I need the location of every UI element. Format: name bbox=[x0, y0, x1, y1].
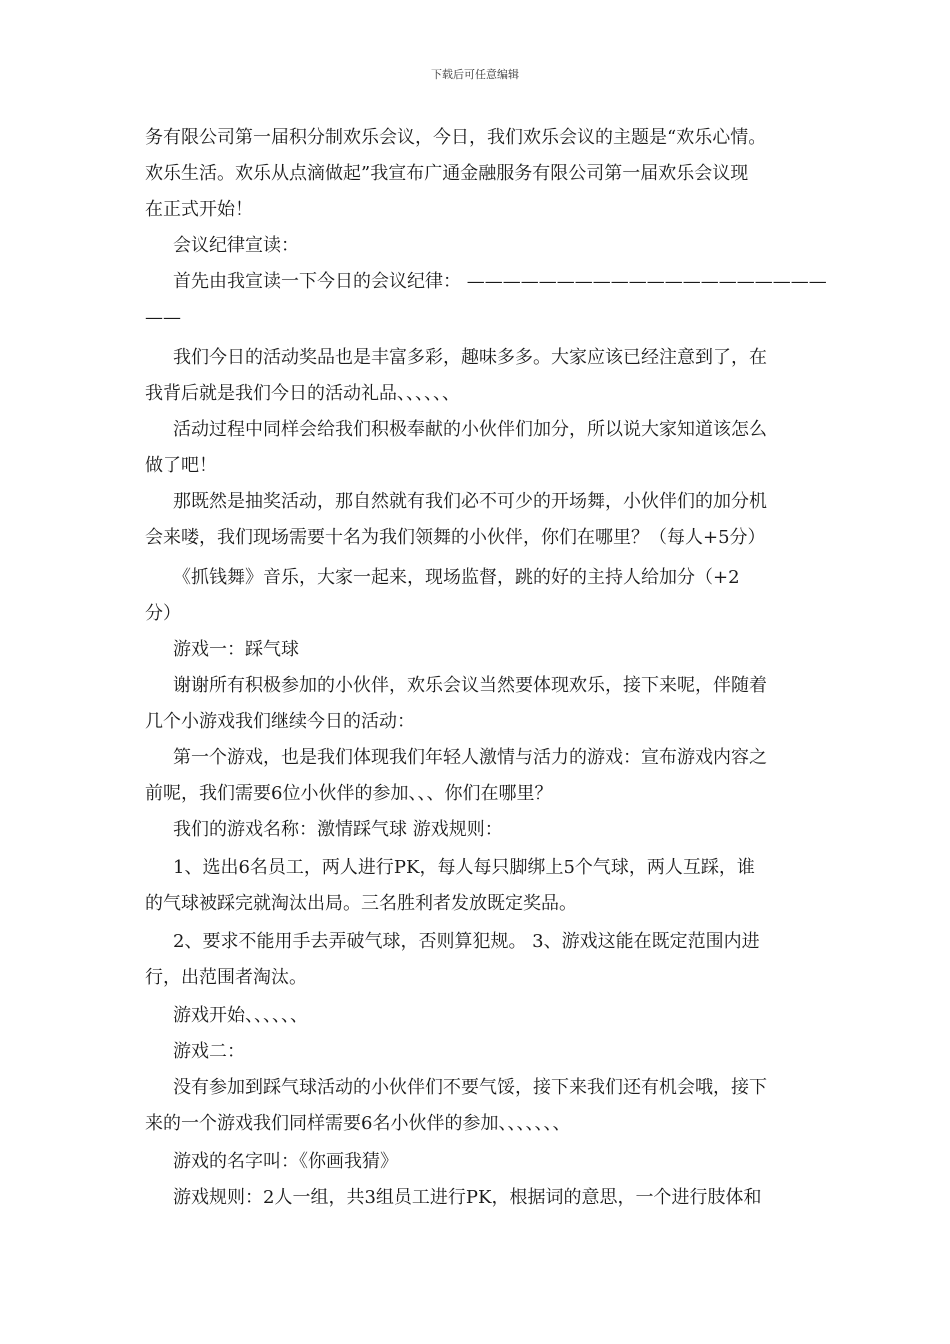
paragraph-line: 会来喽，我们现场需要十名为我们领舞的小伙伴，你们在哪里？（每人+5分） bbox=[145, 527, 766, 548]
paragraph-line: 的气球被踩完就淘汰出局。三名胜利者发放既定奖品。 bbox=[145, 893, 577, 914]
paragraph-line: 在正式开始！ bbox=[145, 199, 253, 220]
paragraph-line: 欢乐生活。欢乐从点滴做起”我宣布广通金融服务有限公司第一届欢乐会议现 bbox=[145, 163, 749, 184]
page-header: 下载后可任意编辑 bbox=[431, 68, 519, 81]
paragraph-line: 没有参加到踩气球活动的小伙伴们不要气馁，接下来我们还有机会哦，接下 bbox=[173, 1077, 767, 1098]
paragraph-line: 我们的游戏名称：激情踩气球 游戏规则： bbox=[173, 819, 503, 840]
paragraph-line: 谢谢所有积极参加的小伙伴，欢乐会议当然要体现欢乐，接下来呢，伴随着 bbox=[173, 675, 767, 696]
paragraph-line: 几个小游戏我们继续今日的活动： bbox=[145, 711, 415, 732]
paragraph-line: 游戏的名字叫：《你画我猜》 bbox=[173, 1151, 398, 1172]
paragraph-line: 首先由我宣读一下今日的会议纪律： ———————————————————— bbox=[173, 271, 827, 292]
paragraph-line: 游戏一：踩气球 bbox=[173, 639, 299, 660]
paragraph-line: 2、要求不能用手去弄破气球，否则算犯规。 3、游戏这能在既定范围内进 bbox=[173, 931, 760, 952]
paragraph-line: 第一个游戏，也是我们体现我们年轻人激情与活力的游戏：宣布游戏内容之 bbox=[173, 747, 767, 768]
paragraph-line: 我背后就是我们今日的活动礼品、、、、、、 bbox=[145, 383, 460, 404]
paragraph-line: 会议纪律宣读： bbox=[173, 235, 299, 256]
paragraph-line: 来的一个游戏我们同样需要6名小伙伴的参加、、、、、、、 bbox=[145, 1113, 571, 1134]
paragraph-line: 行，出范围者淘汰。 bbox=[145, 967, 307, 988]
paragraph-line: 做了吧！ bbox=[145, 455, 217, 476]
paragraph-line: 那既然是抽奖活动，那自然就有我们必不可少的开场舞，小伙伴们的加分机 bbox=[173, 491, 767, 512]
paragraph-line: 我们今日的活动奖品也是丰富多彩，趣味多多。大家应该已经注意到了，在 bbox=[173, 347, 767, 368]
paragraph-line: 游戏二： bbox=[173, 1041, 245, 1062]
paragraph-line: 分） bbox=[145, 603, 181, 624]
paragraph-line: 务有限公司第一届积分制欢乐会议，今日，我们欢乐会议的主题是“欢乐心情。 bbox=[145, 127, 767, 148]
paragraph-line: 《抓钱舞》音乐，大家一起来，现场监督，跳的好的主持人给加分（+2 bbox=[173, 567, 740, 588]
paragraph-line: 前呢，我们需要6位小伙伴的参加、、、你们在哪里？ bbox=[145, 783, 553, 804]
paragraph-line: 1、选出6名员工，两人进行PK，每人每只脚绑上5个气球，两人互踩，谁 bbox=[173, 857, 755, 878]
paragraph-line: 游戏开始、、、、、、 bbox=[173, 1005, 308, 1026]
paragraph-line: 游戏规则：2人一组，共3组员工进行PK，根据词的意思，一个进行肢体和 bbox=[173, 1187, 762, 1208]
paragraph-line: —— bbox=[145, 307, 181, 328]
paragraph-line: 活动过程中同样会给我们积极奉献的小伙伴们加分，所以说大家知道该怎么 bbox=[173, 419, 767, 440]
